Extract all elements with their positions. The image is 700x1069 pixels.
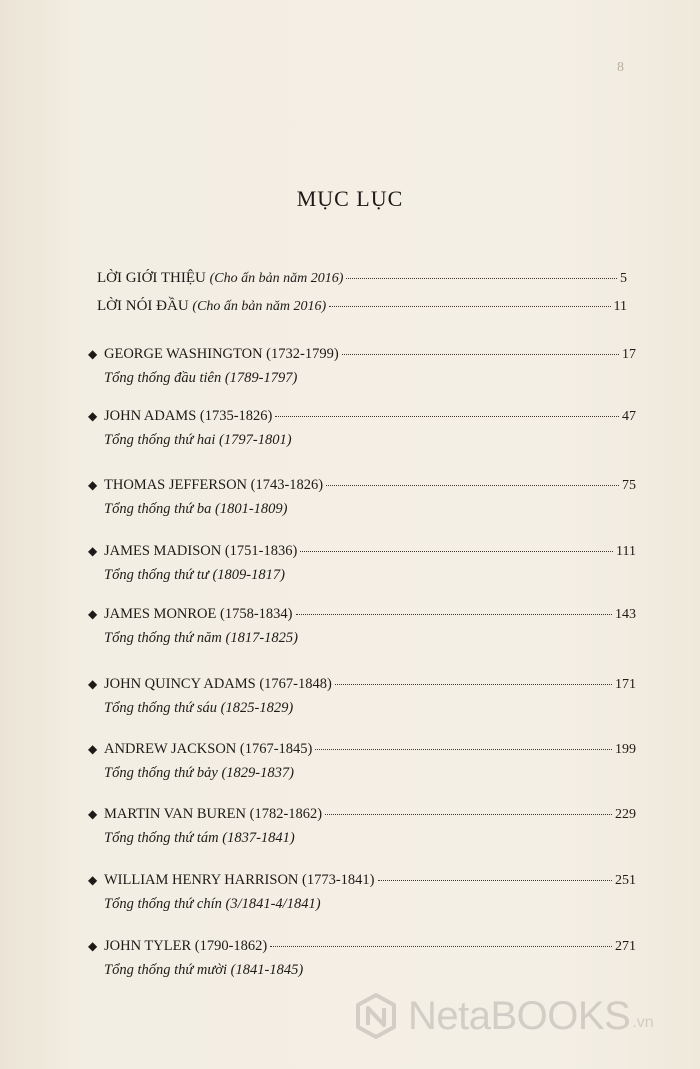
toc-title: MỤC LỤC [296, 186, 404, 211]
dot-leader [270, 946, 612, 947]
toc-entry [88, 408, 636, 452]
diamond-bullet-icon [88, 480, 98, 490]
diamond-bullet-icon [88, 875, 98, 885]
toc-entry [88, 676, 636, 720]
dot-leader [342, 354, 619, 355]
dot-leader [275, 416, 619, 417]
president-term: Tổng thống đầu tiên (1789-1797) [104, 370, 298, 386]
toc-entry [88, 606, 636, 650]
watermark-tld: .vn [632, 1014, 654, 1031]
intro-label: LỜI GIỚI THIỆU [97, 270, 206, 286]
president-term: Tổng thống thứ ba (1801-1809) [104, 501, 288, 517]
toc-entry [88, 477, 636, 521]
preface-label: LỜI NÓI ĐẦU [97, 298, 189, 314]
dot-leader [346, 278, 617, 279]
president-name: JOHN ADAMS (1735-1826) [104, 408, 273, 424]
president-term: Tổng thống thứ tám (1837-1841) [104, 830, 295, 846]
dot-leader [300, 551, 613, 552]
toc-entry [88, 938, 636, 982]
president-term: Tổng thống thứ hai (1797-1801) [104, 432, 292, 448]
diamond-bullet-icon [88, 744, 98, 754]
page-ref: 171 [615, 677, 636, 692]
watermark-brand: NetaBOOKS [408, 993, 631, 1038]
diamond-bullet-icon [88, 349, 98, 359]
diamond-bullet-icon [88, 809, 98, 819]
diamond-bullet-icon [88, 609, 98, 619]
intro-note: (Cho ấn bản năm 2016) [209, 271, 344, 286]
president-term: Tổng thống thứ tư (1809-1817) [104, 567, 285, 583]
dot-leader [378, 880, 612, 881]
president-name: GEORGE WASHINGTON (1732-1799) [104, 346, 339, 362]
diamond-bullet-icon [88, 941, 98, 951]
page-ref: 111 [616, 544, 636, 559]
preface-section [97, 298, 627, 315]
page-ref: 143 [615, 607, 636, 622]
page-ref: 75 [622, 478, 636, 493]
president-term: Tổng thống thứ chín (3/1841-4/1841) [104, 896, 321, 912]
netabooks-logo-icon [352, 992, 400, 1040]
president-term: Tổng thống thứ năm (1817-1825) [104, 630, 298, 646]
dot-leader [325, 814, 612, 815]
toc-entry [88, 741, 636, 785]
intro-section [97, 270, 627, 287]
dot-leader [329, 306, 610, 307]
president-name: MARTIN VAN BUREN (1782-1862) [104, 806, 323, 822]
page-ref: 251 [615, 873, 636, 888]
toc-entry [88, 543, 636, 587]
dot-leader [335, 684, 612, 685]
diamond-bullet-icon [88, 679, 98, 689]
diamond-bullet-icon [88, 411, 98, 421]
page-ref: 47 [622, 409, 636, 424]
president-name: ANDREW JACKSON (1767-1845) [104, 741, 313, 757]
page-ref: 271 [615, 939, 636, 954]
president-name: JAMES MADISON (1751-1836) [104, 543, 298, 559]
page-ref: 229 [615, 807, 636, 822]
watermark [352, 992, 654, 1040]
page-ref: 5 [620, 271, 627, 286]
page-ref: 11 [613, 299, 627, 314]
president-name: JAMES MONROE (1758-1834) [104, 606, 293, 622]
president-term: Tổng thống thứ mười (1841-1845) [104, 962, 304, 978]
preface-note: (Cho ấn bản năm 2016) [192, 299, 327, 314]
page-ref: 199 [615, 742, 636, 757]
president-name: WILLIAM HENRY HARRISON (1773-1841) [104, 872, 375, 888]
page-ref: 17 [622, 347, 636, 362]
president-name: JOHN QUINCY ADAMS (1767-1848) [104, 676, 332, 692]
toc-entry [88, 346, 636, 390]
dot-leader [296, 614, 613, 615]
president-name: JOHN TYLER (1790-1862) [104, 938, 268, 954]
dot-leader [315, 749, 612, 750]
president-term: Tổng thống thứ bảy (1829-1837) [104, 765, 294, 781]
dot-leader [326, 485, 619, 486]
toc-entry [88, 806, 636, 850]
toc-entry [88, 872, 636, 916]
diamond-bullet-icon [88, 546, 98, 556]
president-name: THOMAS JEFFERSON (1743-1826) [104, 477, 324, 493]
president-term: Tổng thống thứ sáu (1825-1829) [104, 700, 294, 716]
page-number: 8 [617, 60, 624, 75]
